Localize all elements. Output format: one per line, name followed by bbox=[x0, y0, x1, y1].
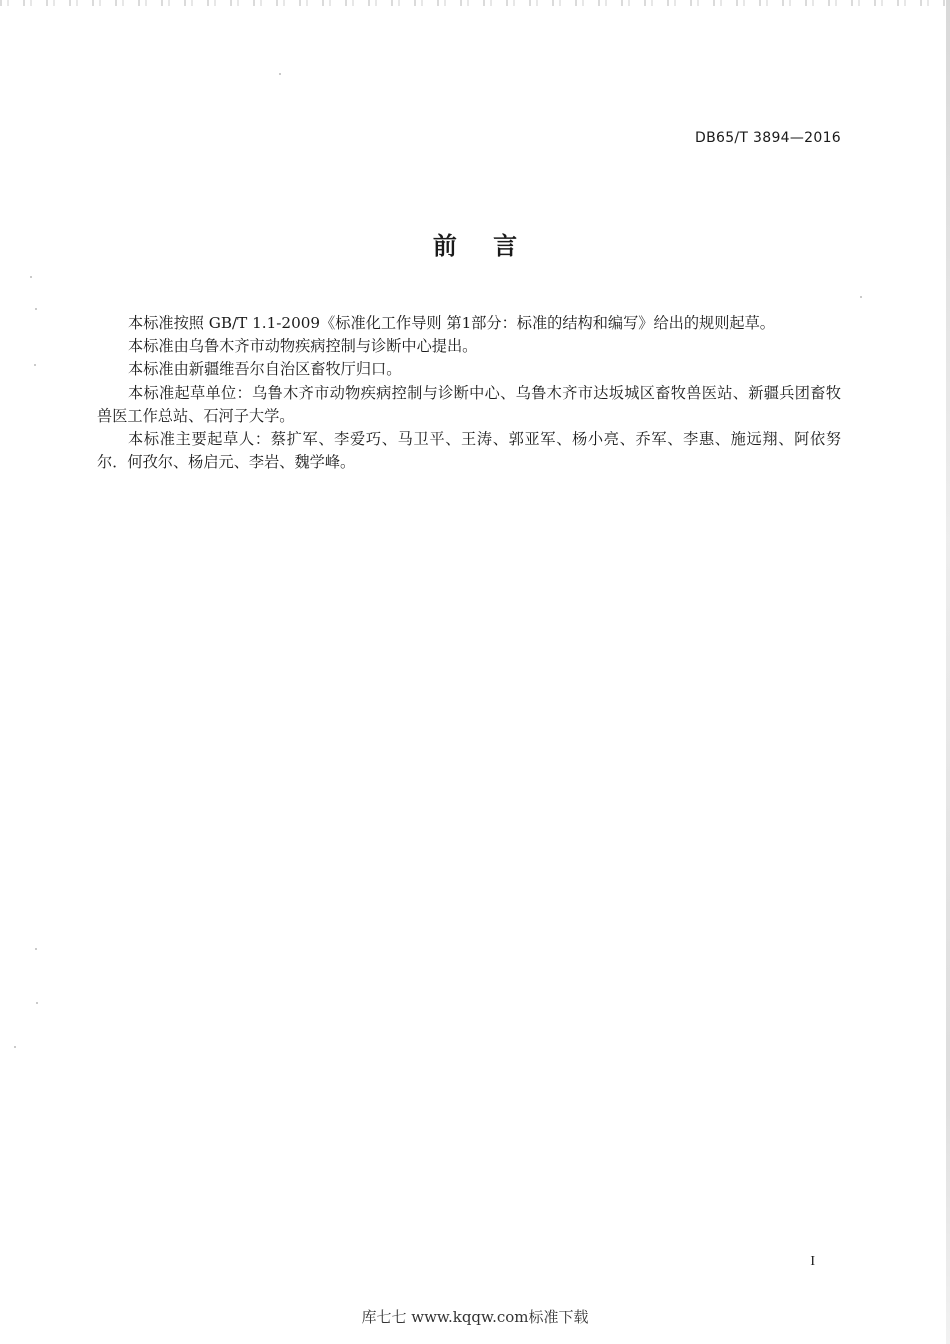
paragraph-proposer: 本标准由乌鲁木齐市动物疾病控制与诊断中心提出。 bbox=[128, 337, 478, 356]
scan-speck bbox=[860, 296, 862, 298]
scan-speck bbox=[34, 364, 36, 366]
paragraph-centralized-unit: 本标准由新疆维吾尔自治区畜牧厅归口。 bbox=[128, 360, 402, 379]
foreword-heading: 前 言 bbox=[432, 232, 532, 260]
document-code: DB65/T 3894—2016 bbox=[695, 130, 841, 146]
scan-speck bbox=[14, 1046, 16, 1048]
foreword-body bbox=[97, 312, 841, 474]
paragraph-drafters: 本标准主要起草人：蔡扩军、李爱巧、马卫平、王涛、郭亚军、杨小亮、乔军、李惠、施远翔、阿依努尔．何孜尔、杨启元、李岩、魏学峰。 bbox=[97, 430, 841, 472]
scan-speck bbox=[36, 1002, 38, 1004]
scan-edge-right bbox=[946, 0, 950, 1344]
scan-speck bbox=[30, 276, 32, 278]
footer-watermark-text: 库七七 www.kqqw.com标准下载 bbox=[361, 1308, 589, 1326]
paragraph-drafting-units: 本标准起草单位：乌鲁木齐市动物疾病控制与诊断中心、乌鲁木齐市达坂城区畜牧兽医站、新疆兵团畜牧兽医工作总站、石河子大学。 bbox=[97, 383, 841, 425]
scan-edge-top bbox=[0, 0, 950, 6]
scan-speck bbox=[279, 73, 281, 75]
scan-speck bbox=[35, 308, 37, 310]
page-number: I bbox=[810, 1254, 815, 1269]
paragraph-drafting-rules: 本标准按照 GB/T 1.1-2009《标准化工作导则 第1部分：标准的结构和编写》给出的规则起草。 bbox=[128, 314, 775, 332]
scan-speck bbox=[35, 948, 37, 950]
